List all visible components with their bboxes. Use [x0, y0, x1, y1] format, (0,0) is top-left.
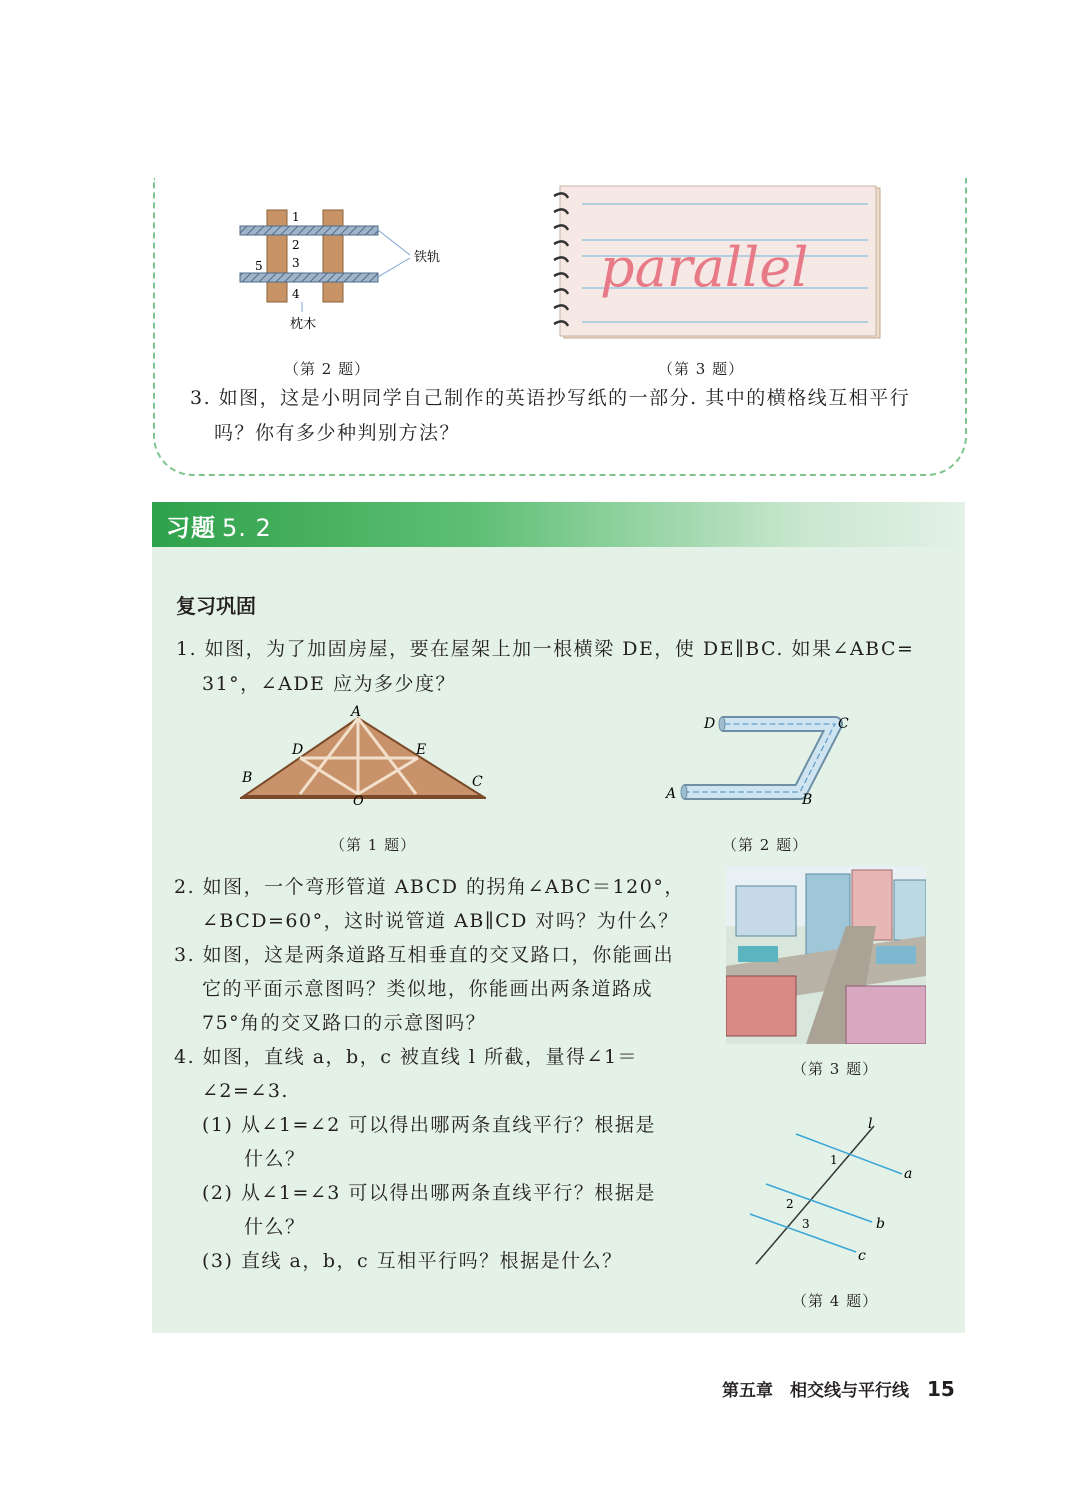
question-3-line2: 吗？你有多少种判别方法？	[214, 422, 461, 444]
truss-label-A: A	[351, 704, 362, 720]
rail-label: 铁轨	[414, 250, 441, 265]
banner-title-text: 习题	[166, 514, 216, 542]
ex-question-4-line2: ∠2=∠3.	[202, 1080, 289, 1102]
truss-label-B: B	[242, 770, 253, 786]
rail-bottom	[240, 273, 378, 282]
ex-question-4-line1: 4. 如图，直线 a，b，c 被直线 l 所截，量得∠1＝	[174, 1046, 639, 1068]
label-b: b	[876, 1216, 885, 1232]
ex-question-4-part1a: (1) 从∠1=∠2 可以得出哪两条直线平行？根据是	[202, 1114, 656, 1136]
angle-label-4: 4	[292, 287, 300, 301]
pipe-label-D: D	[704, 716, 716, 732]
parallel-word: parallel	[600, 236, 809, 299]
pipe-label-B: B	[802, 792, 813, 808]
ex-question-3-line1: 3. 如图，这是两条道路互相垂直的交叉路口，你能画出	[174, 944, 675, 966]
ex-question-3-line2: 它的平面示意图吗？类似地，你能画出两条道路成	[202, 978, 654, 1000]
subtitle: 复习巩固	[176, 594, 256, 618]
page-number: 15	[927, 1377, 955, 1401]
angle-1: 1	[830, 1153, 838, 1167]
line-l	[756, 1126, 874, 1264]
rail-sleeper-figure	[230, 200, 460, 340]
pipe-label-C: C	[838, 716, 849, 732]
truss-label-E: E	[416, 742, 427, 758]
truss-label-C: C	[472, 774, 483, 790]
crossroad-illustration	[726, 866, 926, 1044]
truss-label-O: O	[353, 794, 364, 808]
label-l: l	[868, 1116, 873, 1132]
roof-truss-figure	[236, 704, 492, 808]
line-a	[796, 1134, 902, 1174]
angle-label-5: 5	[255, 259, 263, 273]
sleeper-right	[323, 210, 343, 302]
ex-question-2-line1: 2. 如图，一个弯形管道 ABCD 的拐角∠ABC＝120°，	[174, 876, 685, 898]
fig4-caption: （第 4 题）	[792, 1292, 879, 1310]
ex-question-4-part2a: (2) 从∠1=∠3 可以得出哪两条直线平行？根据是	[202, 1182, 656, 1204]
label-a: a	[904, 1166, 913, 1182]
angle-3: 3	[802, 1217, 810, 1231]
exercise-banner	[152, 502, 965, 547]
ex-question-2-line2: ∠BCD=60°，这时说管道 AB∥CD 对吗？为什么？	[202, 910, 679, 932]
question-3-line1: 3. 如图，这是小明同学自己制作的英语抄写纸的一部分. 其中的横格线互相平行	[190, 387, 911, 409]
chapter-title: 第五章 相交线与平行线	[722, 1381, 909, 1401]
angle-label-3: 3	[292, 256, 300, 270]
banner-title	[166, 508, 272, 543]
bent-pipe-figure	[660, 706, 860, 810]
notebook-figure	[548, 182, 884, 342]
ex-question-1-line1: 1. 如图，为了加固房屋，要在屋架上加一根横梁 DE，使 DE∥BC. 如果∠ABC=	[176, 638, 915, 660]
fig3-caption: （第 3 题）	[792, 1060, 879, 1078]
fig1-caption: （第 1 题）	[330, 836, 417, 854]
ex-question-4-part2b: 什么？	[244, 1216, 306, 1238]
truss-label-D: D	[292, 742, 304, 758]
sleeper-label: 枕木	[290, 317, 317, 332]
angle-label-2: 2	[292, 238, 300, 252]
sleeper-left	[267, 210, 287, 302]
page-footer	[722, 1376, 955, 1401]
ex-question-3-line3: 75°角的交叉路口的示意图吗？	[202, 1012, 487, 1034]
ex-question-4-part1b: 什么？	[244, 1148, 306, 1170]
angle-label-1: 1	[292, 210, 300, 224]
pipe-label-A: A	[666, 786, 677, 802]
angle-2: 2	[786, 1197, 794, 1211]
transversal-figure	[746, 1114, 926, 1270]
fig2-caption: （第 2 题）	[722, 836, 809, 854]
ex-question-1-line2: 31°，∠ADE 应为多少度？	[202, 673, 456, 695]
fig3-top-caption: （第 3 题）	[658, 360, 745, 378]
label-c: c	[858, 1248, 866, 1264]
rail-top	[240, 226, 378, 235]
fig2-top-caption: （第 2 题）	[284, 360, 371, 378]
banner-number: 5. 2	[222, 514, 272, 542]
ex-question-4-part3: (3) 直线 a，b，c 互相平行吗？根据是什么？	[202, 1250, 623, 1272]
